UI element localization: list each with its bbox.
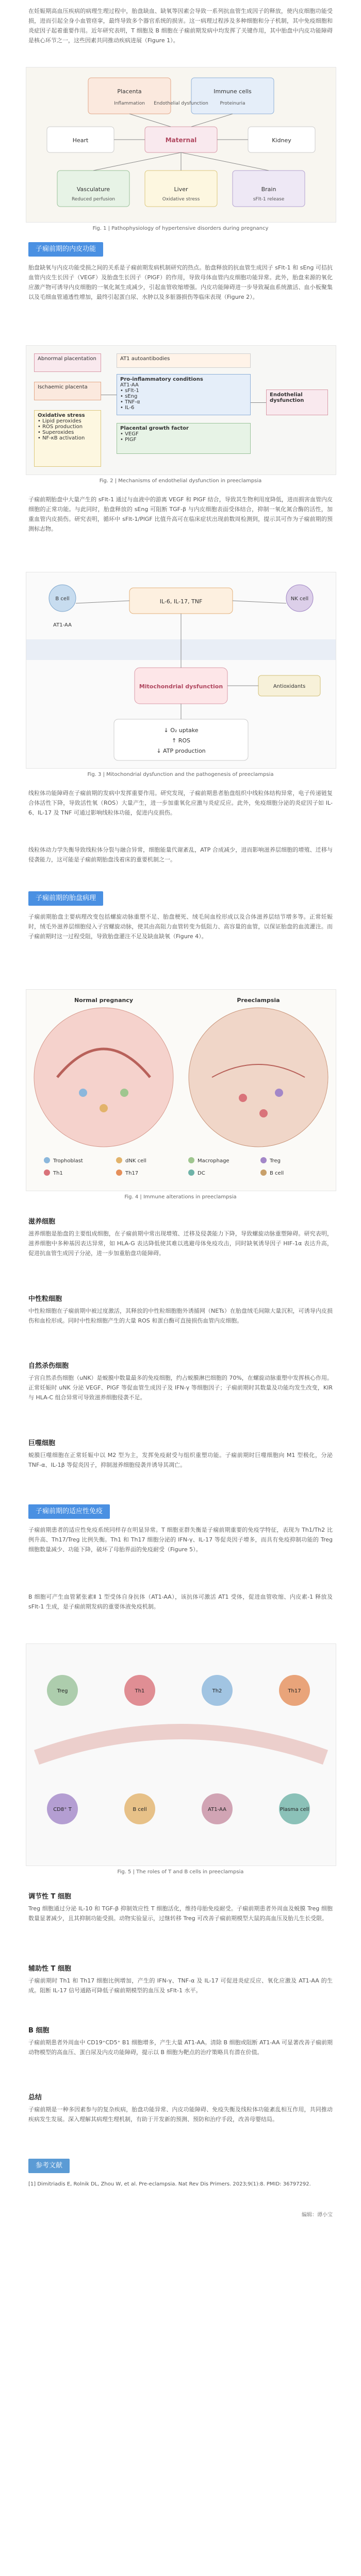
fig1-item: sFlt-1 release: [253, 197, 285, 202]
para-treg: Treg 细胞通过分泌 IL-10 和 TGF-β 抑制效应性 T 细胞活化，维持母胎免疫耐受。子痫前期患者外周血及蜕膜 Treg 细胞数量显著减少，且其抑制功能受损。动物实验显示，过继转移 Treg 可改善子痫前期模型大鼠的高血压及胎儿生长受限。: [28, 1905, 333, 1922]
fig5-cell-label: B cell: [133, 1807, 147, 1812]
fig2-left-item: • NF-κB activation: [38, 435, 85, 441]
fig1-right: Kidney: [272, 137, 291, 144]
fig4-legend-swatch: [188, 1170, 194, 1176]
fig5-cell-label: Treg: [57, 1688, 68, 1694]
references-title: 参考文献: [28, 2159, 70, 2173]
fig3-b-cell: B cell: [55, 596, 70, 602]
fig2-center-low: [117, 423, 251, 454]
fig3-mito: Mitochondrial dysfunction: [139, 683, 223, 690]
fig4-legend-label: Th1: [53, 1171, 63, 1176]
fig4-legend-swatch: [116, 1157, 122, 1163]
fig3-cytokines: IL-6, IL-17, TNF: [159, 598, 203, 605]
fig3-aa: AT1-AA: [53, 622, 72, 628]
fig1-item: Oxidative stress: [162, 197, 200, 202]
para-th: 子痫前期时 Th1 和 Th17 细胞比例增加，产生的 IFN-γ、TNF-α 及 IL-17 可促进炎症反应、氧化应激及 AT1-AA 的生成。阻断 IL-17 信号通路可降低子痫前期模型的血压及 sFlt-1 水平。: [28, 1977, 333, 1994]
fig2-top-right: AT1 autoantibodies: [117, 353, 251, 368]
fig4-legend-swatch: [260, 1157, 267, 1163]
fig2-center: [117, 374, 251, 415]
fig5-cell-label: Th17: [288, 1688, 301, 1694]
figure-5-diagram: [26, 1644, 336, 1866]
fig4-legend-swatch: [44, 1170, 50, 1176]
figure-2-caption: Fig. 2 | Mechanisms of endothelial dysfunction in preeclampsia: [99, 478, 262, 484]
fig1-center: Maternal: [165, 137, 197, 144]
fig1-bottom-mid: Liver: [174, 186, 188, 193]
fig2-left-item: • ROS production: [38, 424, 83, 430]
fig2-center-item: • TNF-α: [120, 399, 140, 405]
fig4-right-title: Preeclampsia: [237, 997, 280, 1004]
fig2-left-bottom-title: Oxidative stress: [38, 413, 85, 418]
section-1-paragraph: 胎盘缺氧与内皮功能受损之间的关系是子痫前期发病机制研究的热点。胎盘释放的抗血管生成因子 sFlt-1 和 sEng 可拮抗血管内皮生长因子（VEGF）及胎盘生长因子（PlGF）的作用，导致母体血管内皮细胞功能异常。此外，胎盘来源的氧化应激产物可诱导内皮细胞的一氧化氮生成减少，引起血管收缩增强。内皮功能障碍进一步导致凝血系统激活、血小板聚集以及毛细血管通透性增加，最终引起蛋白尿、水肿以及多脏器损伤等临床表现（Figure 2）。: [28, 264, 333, 300]
fig2-center-item: • IL-6: [120, 405, 135, 411]
fig1-top-left: Placenta: [117, 88, 142, 95]
para-nk: 子宫自然杀伤细胞（uNK）是蜕膜中数量最多的免疫细胞，约占蜕膜淋巴细胞的 70%，在螺旋动脉重塑中发挥核心作用。正常妊娠时 uNK 分泌 VEGF、PlGF 等促血管生成因子及 IFN-γ 等细胞因子；子痫前期时其数量及功能均发生改变，KIR 与 HLA-C 组合异常可导致滋养细胞侵袭不足。: [28, 1375, 333, 1401]
subhead-b-cell: B 细胞: [28, 2027, 50, 2035]
figure-5: [26, 1643, 336, 1866]
subhead-conclusion: 总结: [28, 2094, 42, 2102]
fig2-center-items: [120, 388, 247, 411]
fig2-left-bottom: [34, 410, 101, 467]
fig2-left-mid: Ischaemic placenta: [34, 382, 101, 400]
fig4-legend-label: Th17: [125, 1171, 139, 1176]
fig2-left-item: • Lipid peroxides: [38, 418, 81, 424]
references-text: [1] Dimitriadis E, Rolnik DL, Zhou W, et al. Pre-eclampsia. Nat Rev Dis Primers. 2023;9(1):8. PMID: 36797292.: [28, 2181, 311, 2187]
fig3-result: ↓ O₂ uptake: [163, 727, 199, 734]
figure-1: [26, 67, 336, 223]
fig2-center-low-item: • VEGF: [120, 431, 139, 437]
fig2-center-low-item: • PlGF: [120, 437, 137, 443]
fig2-center-top: AT1-AA: [120, 382, 139, 388]
para-neutrophil: 中性粒细胞在子痫前期中被过度激活，其释放的中性粒细胞胞外诱捕网（NETs）在胎盘绒毛间隙大量沉积，可诱导内皮损伤和血栓形成。同时中性粒细胞产生的大量 ROS 和蛋白酶可直接损伤血管内皮细胞。: [28, 1308, 333, 1324]
para-conclusion: 子痫前期是一种多因素参与的复杂疾病，胎盘功能异常、内皮功能障碍、免疫失衡及线粒体功能紊乱相互作用，共同推动疾病发生发展。深入理解其病理生理机制，有助于开发新的预测、预防和治疗手段，改善母婴结局。: [28, 2106, 333, 2123]
fig1-item: Reduced perfusion: [71, 197, 116, 202]
figure-1-diagram: [26, 67, 336, 222]
paragraph-after-fig2: 子痫前期胎盘中大量产生的 sFlt-1 通过与血液中的游离 VEGF 和 PlGF 结合，导致其生物利用度降低，进而损害血管内皮细胞的正常功能。与此同时，胎盘释放的 sEng 可阻断 TGF-β 与内皮细胞表面受体结合，抑制一氧化氮合酶的活性，加重血管内皮损伤。研究表明，循环中 sFlt-1/PlGF 比值升高可在临床症状出现前数周检测到，提示其可作为子痫前期的预测标志物。: [28, 496, 333, 532]
fig2-arrow-right: [251, 402, 266, 403]
subhead-trophoblast: 滋养细胞: [28, 1218, 56, 1226]
figure-2: [26, 345, 336, 475]
fig1-item: Inflammation: [114, 101, 145, 106]
section-2-intro: 线粒体功能障碍在子痫前期的发病中发挥重要作用。研究发现，子痫前期患者胎盘组织中线粒体结构异常，电子传递链复合体活性下降，导致活性氧（ROS）大量产生，进一步加重氧化应激与炎症反应。此外，免疫细胞分泌的炎症因子如 IL-6、IL-17 及 TNF 可通过影响线粒体功能，促进内皮损伤。: [28, 790, 333, 816]
fig3-result: ↑ ROS: [172, 737, 190, 744]
fig1-item: Endothelial dysfunction: [154, 101, 208, 106]
section-3-title: 子痫前期的胎盘病理: [28, 891, 103, 906]
section-3-paragraph: 子痫前期胎盘主要病理改变包括螺旋动脉重塑不足、胎盘梗死、绒毛间血栓形成以及合体滋养层结节增多等。正常妊娠时，绒毛外滋养层细胞侵入子宫螺旋动脉，使其由高阻力血管转变为低阻力、高容量的血管，以保证胎盘的血流灌注。而子痫前期时这一过程受阻，导致胎盘灌注不足及缺血缺氧（Figure 4）。: [28, 913, 333, 940]
fig3-right-box: Antioxidants: [273, 684, 306, 689]
fig4-legend-label: DC: [198, 1171, 205, 1176]
fig2-left-item: • Superoxides: [38, 430, 74, 435]
fig5-cell-label: Plasma cell: [280, 1807, 309, 1812]
fig4-legend-swatch: [188, 1157, 194, 1163]
fig2-right: Endothelial dysfunction: [266, 389, 328, 415]
fig4-legend-swatch: [116, 1170, 122, 1176]
fig2-left-top: Abnormal placentation: [34, 353, 101, 372]
fig3-result: ↓ ATP production: [156, 748, 206, 754]
fig4-legend-label: Treg: [270, 1158, 281, 1164]
editor-line: 编辑：谭小宝: [302, 2212, 333, 2218]
fig1-bottom-right: Brain: [261, 186, 276, 193]
fig5-cell-label: Th2: [212, 1688, 222, 1694]
section-4-paragraph-1: 子痫前期患者的适应性免疫系统同样存在明显异常。T 细胞亚群失衡是子痫前期重要的免疫学特征，表现为 Th1/Th2 比例升高、Th17/Treg 比例失衡。Th1 和 Th17 细胞分泌的 IFN-γ、IL-17 等促炎因子增多，而具有免疫抑制功能的 Treg 细胞数量减少、功能下降，破坏了母胎界面的免疫耐受（Figure 5）。: [28, 1527, 333, 1553]
intro-paragraph: 在妊娠期高血压疾病的病理生理过程中，胎盘缺血、缺氧等因素会导致一系列抗血管生成因子的释放，使内皮细胞功能受损，进而引起全身小血管痉挛，最终导致多个器官系统的损害。这一病理过程涉及多种细胞和分子机制，其中免疫细胞和炎症因子起着重要作用。近年研究表明，T 细胞及 B 细胞在子痫前期发病中均发挥了关键作用，其中胎盘中内皮功能障碍是核心环节之一，这些因素共同推动疾病进展（Figure 1）。: [28, 8, 333, 44]
fig4-left-title: Normal pregnancy: [74, 997, 134, 1004]
fig4-legend-swatch: [260, 1170, 267, 1176]
fig2-center-item: • sFlt-1: [120, 388, 139, 394]
fig4-legend-swatch: [44, 1157, 50, 1163]
para-macrophage: 蜕膜巨噬细胞在正常妊娠中以 M2 型为主，发挥免疫耐受与组织重塑功能。子痫前期时巨噬细胞向 M1 型极化，分泌 TNF-α、IL-1β 等促炎因子，抑制滋养细胞侵袭并诱导其凋亡。: [28, 1452, 333, 1468]
figure-4-caption: Fig. 4 | Immune alterations in preeclampsia: [124, 1194, 237, 1200]
section-4-paragraph-2: B 细胞可产生血管紧张素Ⅱ 1 型受体自身抗体（AT1-AA），该抗体可激活 AT1 受体，促进血管收缩、内皮素-1 释放及 sFlt-1 生成，是子痫前期发病的重要体液免疫机制。: [28, 1594, 333, 1610]
section-4-title: 子痫前期的适应性免疫: [28, 1504, 110, 1519]
subhead-neutrophil: 中性粒细胞: [28, 1295, 62, 1303]
section-1-title: 子痫前期的内皮功能: [28, 242, 103, 257]
fig2-center-low-items: [120, 431, 247, 443]
fig1-item: Proteinuria: [220, 101, 245, 106]
subhead-treg: 调节性 T 细胞: [28, 1893, 71, 1901]
fig2-center-title: Pro-inflammatory conditions: [120, 377, 203, 382]
fig5-cell-label: CD8⁺ T: [53, 1807, 72, 1812]
para-trophoblast: 滋养细胞是胎盘的主要组成细胞，在子痫前期中常出现增殖、迁移及侵袭能力下降，导致螺旋动脉重塑障碍。研究表明，滋养细胞中多种基因表达异常，如 HLA-G 表达降低使其难以逃避母体免疫攻击，同时缺氧诱导因子 HIF-1α 表达升高，促进抗血管生成因子分泌，进一步加重胎盘功能障碍。: [28, 1230, 333, 1257]
figure-3-caption: Fig. 3 | Mitochondrial dysfunction and the pathogenesis of preeclampsia: [87, 772, 274, 777]
figure-5-caption: Fig. 5 | The roles of T and B cells in preeclampsia: [117, 1869, 244, 1875]
fig2-center-low-title: Placental growth factor: [120, 426, 189, 431]
subhead-th: 辅助性 T 细胞: [28, 1965, 71, 1973]
figure-4: [26, 989, 336, 1191]
fig1-left: Heart: [72, 137, 89, 144]
fig3-nk-cell: NK cell: [290, 596, 309, 602]
fig4-legend-label: Trophoblast: [53, 1158, 83, 1164]
fig4-legend-label: B cell: [270, 1171, 284, 1176]
subhead-nk: 自然杀伤细胞: [28, 1362, 69, 1370]
fig2-center-item: • sEng: [120, 394, 138, 399]
fig5-cell-label: Th1: [135, 1688, 145, 1694]
para-b-cell: 子痫前期患者外周血中 CD19⁺CD5⁺ B1 细胞增多，产生大量 AT1-AA。清除 B 细胞或阻断 AT1-AA 可显著改善子痫前期动物模型的高血压、蛋白尿及内皮功能障碍，提示以 B 细胞为靶点的治疗策略具有潜在价值。: [28, 2039, 333, 2056]
fig1-bottom-left: Vasculature: [76, 186, 110, 193]
fig4-legend-label: dNK cell: [125, 1158, 146, 1164]
figure-3: [26, 572, 336, 769]
fig1-top-right: Immune cells: [214, 88, 252, 95]
paragraph-mito: 线粒体动力学失衡导致线粒体分裂与融合异常，细胞能量代谢紊乱，ATP 合成减少，进而影响滋养层细胞的增殖、迁移与侵袭能力，这可能是子痫前期胎盘浅着床的重要机制之一。: [28, 846, 333, 863]
fig2-left-bottom-items: [38, 418, 97, 441]
figure-1-caption: Fig. 1 | Pathophysiology of hypertensive disorders during pregnancy: [92, 226, 269, 231]
fig4-legend-label: Macrophage: [198, 1158, 229, 1164]
figure-3-diagram: [26, 572, 336, 768]
figure-4-diagram: [26, 990, 336, 1191]
fig5-cell-label: AT1-AA: [208, 1807, 226, 1812]
subhead-macrophage: 巨噬细胞: [28, 1439, 56, 1447]
